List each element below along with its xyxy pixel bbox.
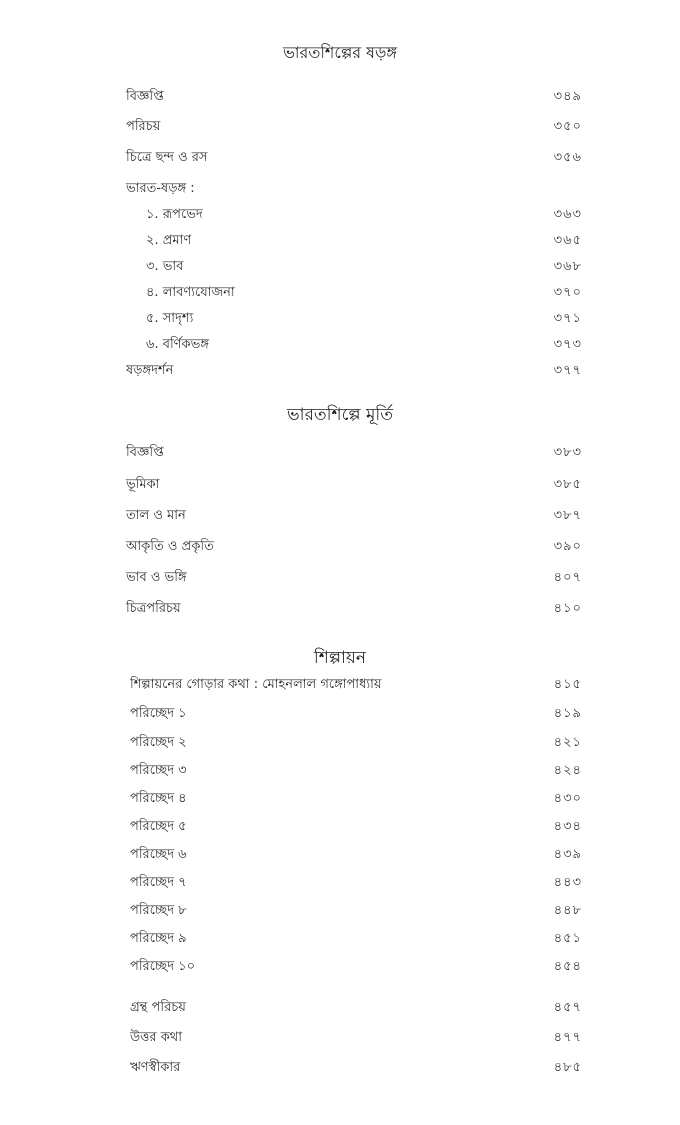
toc-entry: [130, 901, 582, 921]
entry-page: ৩৫৬: [553, 150, 582, 165]
entry-page: ৩৮৩: [553, 445, 582, 460]
toc-entry: [126, 309, 582, 329]
toc-entry: [130, 675, 582, 695]
toc-entry: [130, 704, 582, 724]
entry-page: ৪৫১: [553, 931, 582, 946]
toc-entry: [130, 1058, 582, 1078]
section-title: ভারতশিল্পে মূর্তি: [286, 405, 394, 425]
entry-page: ৩৮৭: [553, 508, 582, 523]
toc-entry: [126, 443, 582, 463]
entry-page: ৩৬৮: [553, 259, 582, 274]
entry-page: ৪৩৯: [553, 847, 582, 862]
entry-title: পরিচ্ছেদ ৬: [130, 847, 187, 862]
toc-entry: [126, 506, 582, 526]
entry-page: ৪১৯: [553, 706, 582, 721]
entry-page: ৪০৭: [553, 570, 582, 585]
entry-title: ৪. লাবণ্যযোজনা: [146, 285, 235, 300]
entry-title: গ্রন্থ পরিচয়: [130, 1000, 186, 1015]
toc-entry: [126, 148, 582, 168]
toc-entry: [126, 537, 582, 557]
section-title: শিল্পায়ন: [313, 648, 367, 668]
entry-page: ৪১৫: [553, 677, 582, 692]
entry-page: ৩৮৫: [553, 477, 582, 492]
entry-page: ৩৫০: [553, 119, 582, 134]
toc-entry: [126, 335, 582, 355]
entry-title: পরিচ্ছেদ ২: [130, 735, 187, 750]
entry-page: ৪২১: [553, 735, 582, 750]
entry-page: ৪৪৩: [553, 875, 582, 890]
entry-title: ষড়ঙ্গদর্শন: [126, 363, 174, 378]
entry-title: পরিচ্ছেদ ৩: [130, 763, 187, 778]
entry-page: ৪৩০: [553, 791, 582, 806]
toc-entry: [130, 929, 582, 949]
entry-page: ৪২৪: [553, 763, 582, 778]
toc-entry: [130, 998, 582, 1018]
entry-title: ৬. বর্ণিকভঙ্গ: [146, 337, 209, 352]
toc-entry: [126, 117, 582, 137]
entry-page: ৪৫৭: [553, 1000, 582, 1015]
entry-title: বিজ্ঞপ্তি: [126, 89, 164, 104]
entry-title: ভূমিকা: [126, 477, 160, 492]
entry-page: ৩৬৩: [553, 207, 582, 222]
entry-title: তাল ও মান: [126, 508, 186, 523]
toc-entry: [126, 257, 582, 277]
entry-title: উত্তর কথা: [130, 1030, 182, 1045]
entry-title: আকৃতি ও প্রকৃতি: [126, 539, 214, 554]
entry-page: ৩৭৭: [553, 363, 582, 378]
toc-entry: [130, 817, 582, 837]
entry-title: চিত্রে ছন্দ ও রস: [126, 150, 208, 165]
entry-page: ৪১০: [553, 601, 582, 616]
entry-title: পরিচয়: [126, 119, 161, 134]
toc-entry: [126, 205, 582, 225]
entry-title: ঋণস্বীকার: [130, 1060, 181, 1075]
toc-entry: [126, 361, 582, 381]
toc-entry: [130, 789, 582, 809]
entry-title: চিত্রপরিচয়: [126, 601, 181, 616]
entry-title: বিজ্ঞপ্তি: [126, 445, 164, 460]
toc-entry: [130, 1028, 582, 1048]
entry-page: ৩৯০: [553, 539, 582, 554]
section-title: ভারতশিল্পের ষড়ঙ্গ: [282, 43, 397, 62]
entry-page: ৩৬৫: [553, 233, 582, 248]
entry-title: ভারত-ষড়ঙ্গ :: [126, 181, 195, 196]
toc-entry: [126, 568, 582, 588]
entry-title: পরিচ্ছেদ ৫: [130, 819, 187, 834]
toc-entry: [130, 957, 582, 977]
entry-title: পরিচ্ছেদ ৯: [130, 931, 187, 946]
entry-page: ৪৪৮: [553, 903, 582, 918]
toc-entry: [130, 733, 582, 753]
toc-entry: [126, 87, 582, 107]
entry-page: ৩৪৯: [553, 89, 582, 104]
entry-title: ২. প্রমাণ: [146, 233, 192, 248]
entry-page: ৩৭০: [553, 285, 582, 300]
entry-title: ১. রূপভেদ: [146, 207, 203, 222]
entry-title: পরিচ্ছেদ ৪: [130, 791, 187, 806]
entry-title: পরিচ্ছেদ ১: [130, 706, 187, 721]
entry-title: ভাব ও ভঙ্গি: [126, 570, 187, 585]
entry-page: ৪৩৪: [553, 819, 582, 834]
toc-entry: [130, 845, 582, 865]
entry-page: ৩৭৩: [553, 337, 582, 352]
toc-entry: [126, 179, 582, 199]
entry-title: ৫. সাদৃশ্য: [146, 311, 194, 326]
entry-page: ৩৭১: [553, 311, 582, 326]
entry-page: ৪৮৫: [553, 1060, 582, 1075]
entry-title: শিল্পায়নের গোড়ার কথা : মোহনলাল গঙ্গোপাধ্যায়: [130, 677, 382, 692]
toc-entry: [126, 475, 582, 495]
entry-page: ৪৭৭: [553, 1030, 582, 1045]
entry-page: ৪৫৪: [553, 959, 582, 974]
toc-entry: [126, 599, 582, 619]
entry-title: পরিচ্ছেদ ১০: [130, 959, 196, 974]
toc-entry: [126, 283, 582, 303]
entry-title: পরিচ্ছেদ ৮: [130, 903, 187, 918]
entry-title: ৩. ভাব: [146, 259, 184, 274]
toc-entry: [130, 761, 582, 781]
toc-entry: [130, 873, 582, 893]
entry-title: পরিচ্ছেদ ৭: [130, 875, 187, 890]
toc-entry: [126, 231, 582, 251]
